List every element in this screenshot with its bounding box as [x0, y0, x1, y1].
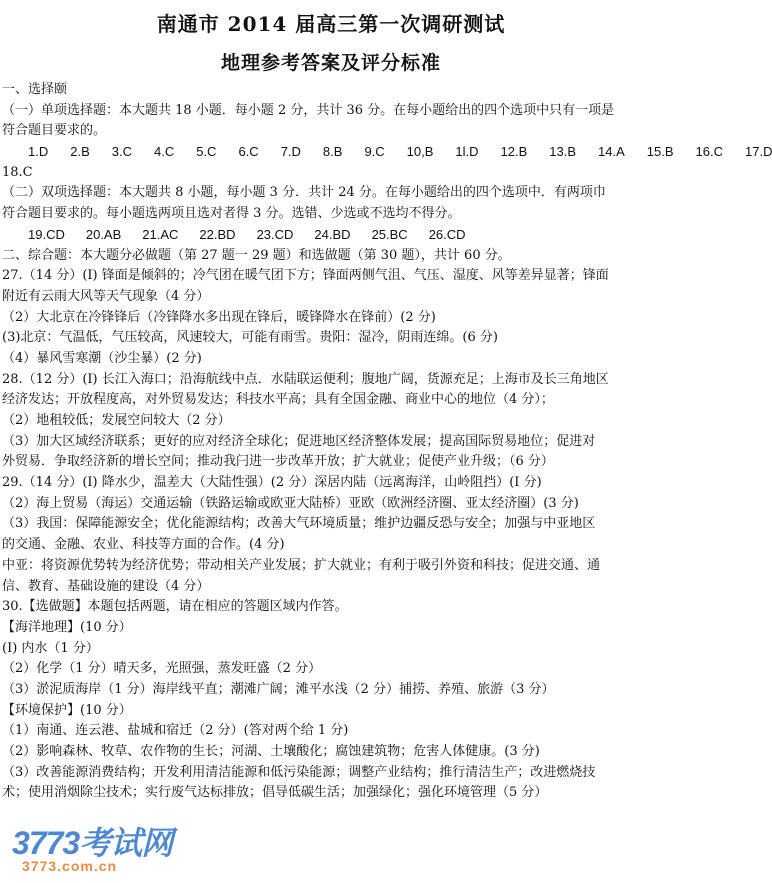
- text-line: （3）改善能源消费结构；开发利用清洁能源和低污染能源；调整产业结构；推行清洁生产；改进燃烧技: [2, 764, 596, 780]
- text-line: （1）南通、连云港、盐城和宿迁（2 分）(答对两个给 1 分): [2, 723, 349, 739]
- answer-item: 7.D: [280, 144, 301, 160]
- site-watermark: [8, 818, 178, 878]
- text-line: 【环境保护】(10 分）: [2, 702, 132, 718]
- answer-item: 1l.D: [455, 144, 479, 160]
- text-line: （二）双项选择题：本大题共 8 小题，每小题 3 分．共计 24 分。在每小题给出的四个选项中．有两项巾: [2, 185, 606, 201]
- text-line: 外贸易．争取经济新的增长空间；推动我闩进一步改革开放；扩大就业；促使产业升级；（6 分）: [2, 454, 554, 470]
- answer-body: [2, 80, 772, 804]
- answer-item: 21.AC: [142, 226, 179, 242]
- answer-item: 4.C: [153, 144, 175, 160]
- watermark-url: 3773.com.cn: [22, 858, 118, 874]
- answer-item: 10,B: [406, 144, 434, 160]
- text-line: （2）地租较低；发展空问较大（2 分）: [2, 413, 231, 428]
- answer-item: 9.C: [364, 144, 385, 160]
- answer-item: 20.AB: [85, 226, 122, 242]
- exam-title: 南通市 2014 届高三第一次调研测试: [156, 12, 506, 36]
- text-line: （2）影响森林、牧草、农作物的生长；河湖、土壤酸化；腐蚀建筑物；危害人体健康。(3 分): [2, 744, 540, 759]
- text-line: 二、综合题：本大题分必做题（第 27 题一 29 题）和选做题（第 30 题），共计 60 分。: [2, 247, 511, 263]
- answer-item: 14.A: [598, 144, 625, 160]
- text-line: （3）加大区域经济联系；更好的应对经济全球化；促进地区经济整体发展；提高国际贸易地位；促进对: [2, 433, 596, 449]
- text-line: 中亚：将资源优势转为经济优势；带动相关产业发展；扩大就业；有利于吸引外资和科技；促进交通、通: [2, 557, 601, 573]
- answer-item: 17.D: [745, 144, 772, 160]
- answer-item: 2.B: [70, 144, 90, 160]
- answer-item: 22.BD: [199, 226, 236, 242]
- answer-item: 24.BD: [314, 226, 351, 242]
- answer-item: 26.CD: [428, 226, 466, 242]
- text-line: 一、选择颐: [2, 82, 68, 97]
- text-line: 信、教育、基础设施的建设（4 分）: [2, 578, 210, 594]
- text-line: 附近有云雨大风等天气现象（4 分）: [2, 288, 210, 304]
- answer-item: 3.C: [111, 144, 132, 160]
- answer-item: 6.C: [238, 144, 259, 160]
- text-line: (I) 内水（1 分）: [2, 640, 99, 656]
- text-line: （2）海上贸易（海运）交通运输（铁路运输或欧亚大陆桥）亚欧（欧洲经济圈、亚太经济圈）(3 分): [2, 495, 579, 511]
- text-line: 【海洋地理】(10 分）: [2, 619, 132, 635]
- answer-item: 23.CD: [256, 226, 294, 242]
- text-line: 28.（12 分）(I) 长江入海口；沿海航线中点．水陆联运便利；腹地广阔，货源充足；上海市及长三角地区: [2, 371, 609, 387]
- answer-item: 16.C: [695, 144, 724, 160]
- double-choice-answers: [2, 225, 658, 246]
- text-line: 30.【选做题】本题包括两题，请在相应的答题区域内作答。: [2, 599, 348, 615]
- text-line: 符合题目要求的。: [2, 123, 107, 139]
- text-line: 18.C: [2, 164, 33, 180]
- answer-item: 12.B: [500, 144, 528, 160]
- single-choice-answers: [2, 142, 772, 163]
- text-line: （3）我国：保障能源安全；优化能源结构；改善大气环境质量；维护边疆反恐与安全；加强与中亚地区: [2, 516, 596, 532]
- answer-item: 13.B: [549, 144, 577, 160]
- text-line: 的交通、金融、农业、科技等方面的合作。(4 分): [2, 537, 285, 553]
- text-line: （3）淤泥质海岸（1 分）海岸线平直；潮滩广阔；滩平水浅（2 分）捕捞、养殖、旅游（3 分）: [2, 681, 555, 697]
- text-line: (3)北京：气温低，气压较高，风速较大，可能有雨雪。贵阳：湿冷，阴雨连绵。(6 分): [2, 330, 498, 346]
- answer-item: 25.BC: [371, 226, 408, 242]
- text-line: （4）暴风雪寒潮（沙尘暴）(2 分): [2, 350, 202, 366]
- answer-item: 15.B: [646, 144, 674, 160]
- text-line: 经济发达；开放程度高，对外贸易发达；科技水平高；具有全国金融、商业中心的地位（4 分）；: [2, 392, 554, 408]
- answer-item: 19.CD: [28, 226, 65, 242]
- watermark-logo: 3773考试网: [12, 825, 173, 861]
- answer-key-title: 地理参考答案及评分标准: [220, 52, 441, 74]
- answer-item: 5.C: [196, 144, 217, 160]
- answer-item: 8.B: [322, 144, 343, 160]
- text-line: 27.（14 分）(I) 锋面是倾斜的；冷气团在暖气团下方；锋面两侧气沮、气压、湿度、风等差异显著；锋面: [2, 268, 609, 284]
- text-line: （2）大北京在冷锋锋后（冷锋降水多出现在锋后，暖锋降水在锋前）(2 分): [2, 309, 436, 325]
- text-line: 29.（14 分）(I) 降水少，温差大（大陆性强）(2 分）深居内陆（远离海洋，山岭阻挡）(I 分): [2, 475, 542, 491]
- text-line: （2）化学（1 分）晴天多，光照强，蒸发旺盛（2 分）: [2, 661, 322, 677]
- text-line: 术；使用消烟除尘技术；实行废气达标排放；倡导低碳生活；加强绿化；强化环境管理（5 分）: [2, 785, 548, 801]
- text-line: 符合题目要求的。每小题选两项且选对者得 3 分。选错、少选或不选均不得分。: [2, 206, 461, 222]
- answer-item: 1.D: [28, 144, 49, 160]
- text-line: （一）单项选择题：本大题共 18 小题．每小题 2 分，共计 36 分。在每小题给出的四个选项中只有一项是: [2, 102, 615, 118]
